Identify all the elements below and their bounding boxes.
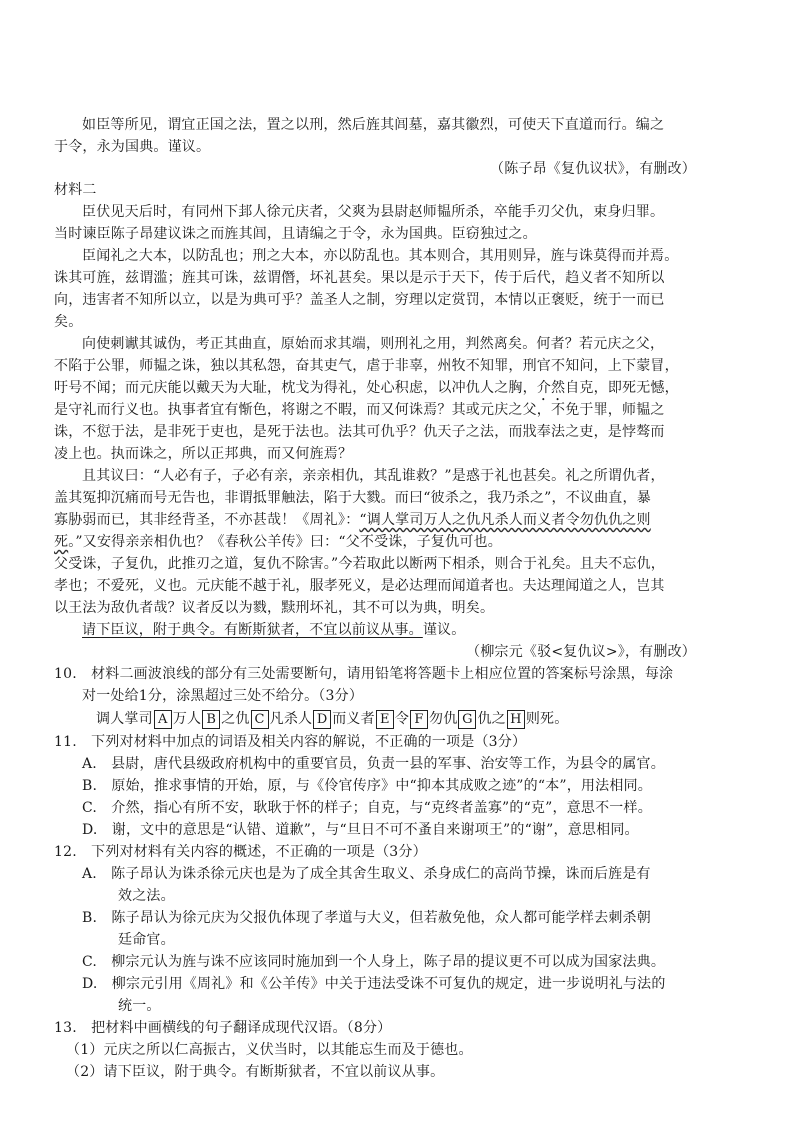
wavy-line-passage: “调人掌司万人之仇凡杀人而义者令勿仇仇之则	[359, 512, 651, 528]
mat2-text: 寡胁弱而已，其非经背圣，不亦甚哉！《周礼》：	[54, 512, 360, 528]
answer-box-B[interactable]: B	[202, 710, 220, 729]
q10-seg: 则死。	[525, 711, 569, 727]
answer-box-F[interactable]: F	[410, 710, 428, 729]
q12-option-d-cont: 统一。	[118, 998, 161, 1014]
mat2-text: 自克，即死无憾，	[565, 380, 679, 396]
answer-box-C[interactable]: C	[251, 710, 269, 729]
q10-stem: 对一处给1分，涂黑超过三处不给分。（3分）	[82, 688, 364, 704]
mat1-line-2: 于令，永为国典。谨议。	[54, 139, 211, 155]
mat2-line: 矣。	[54, 314, 83, 330]
q13-stem: 13. 把材料中画横线的句子翻译成现代汉语。（8分）	[54, 1020, 392, 1036]
mat2-line: 凌上也。执而诛之，所以正邦典，而又何旌焉？	[54, 446, 353, 462]
q11-option-a[interactable]: A. 县尉，唐代县级政府机构中的重要官员，负责一县的军事、治安等工作，为县令的属官。	[82, 756, 665, 772]
q10-sentence	[96, 709, 568, 729]
mat2-source: （柳宗元《驳<复仇议>》，有删改）	[466, 644, 696, 660]
mat2-line	[54, 532, 502, 552]
underlined-sentence: 请下臣议，附于典令。有断斯狱者，不宜以前议从事。	[82, 622, 423, 638]
q10-seg: 之仇	[221, 711, 250, 727]
q12-option-a-cont: 效之法。	[118, 888, 175, 904]
mat2-line: 不陷于公罪，师韫之诛，独以其私怨，奋其吏气，虐于非辜，州牧不知罪，刑官不知问，上下蒙冒，	[54, 358, 679, 374]
q11-option-b[interactable]: B. 原始，推求事情的开始，原，与《伶官传序》中“抑本其成败之迹”的“本”，用法相同。	[82, 778, 652, 794]
mat2-line: 诛，不愆于法，是非死于吏也，是死于法也。法其可仇乎？仇天子之法，而戕奉法之吏，是悖骜而	[54, 424, 665, 440]
mat2-line: 臣伏见天后时，有同州下邽人徐元庆者，父爽为县尉赵师韫所杀，卒能手刃父仇，束身归罪。	[82, 204, 665, 220]
q10-seg: 凡杀人	[269, 711, 313, 727]
q10-stem: 10. 材料二画波浪线的部分有三处需要断句，请用铅笔将答题卡上相应位置的答案标号涂黑，每涂	[54, 666, 674, 682]
mat2-line: 向使刺谳其诚伪，考正其曲直，原始而求其端，则刑礼之用，判然离矣。何者？若元庆之父，	[82, 336, 665, 352]
mat2-text: 吁号不闻；而元庆能以戴天为大耻，枕戈为得礼，处心积虑，以冲仇人之胸，	[54, 380, 537, 396]
mat2-line: 臣闻礼之大本，以防乱也；刑之大本，亦以防乱也。其本则合，其用则异，旌与诛莫得而并焉。	[82, 248, 679, 264]
mat1-line-1: 如臣等所见，谓宜正国之法，置之以刑，然后旌其闾墓，嘉其徽烈，可使天下直道而行。编之	[82, 117, 665, 133]
answer-box-G[interactable]: G	[458, 710, 476, 729]
mat2-line: 当时谏臣陈子昂建议诛之而旌其闾，且请编之于令，永为国典。臣窃独过之。	[54, 226, 537, 242]
mat2-line: 诛其可旌，兹谓滥；旌其可诛，兹谓僭，坏礼甚矣。果以是示于天下，传于后代，趋义者不知所以	[54, 270, 665, 286]
q13-sentence-1: （1）元庆之所以仁高振古，义伏当时，以其能忘生而及于德也。	[66, 1042, 473, 1058]
mat2-line: 且其议曰：“人必有子，子必有亲，亲亲相仇，其乱谁救？”是惑于礼也甚矣。礼之所谓仇者，	[82, 468, 665, 484]
q10-seg: 万人	[172, 711, 202, 727]
q12-option-d[interactable]: D. 柳宗元引用《周礼》和《公羊传》中关于违法受诛不可复仇的规定，进一步说明礼与法的	[82, 976, 666, 992]
mat2-line: 父受诛，子复仇，此推刃之道，复仇不除害。”今若取此以断两下相杀，则合于礼矣。且夫不忘仇，	[54, 556, 665, 572]
q10-seg: 调人掌司	[96, 711, 153, 727]
mat2-line	[54, 510, 651, 530]
mat1-source: （陈子昂《复仇议状》，有删改）	[490, 161, 696, 177]
mat2-line	[82, 620, 465, 640]
answer-box-D[interactable]: D	[313, 710, 331, 729]
q11-option-d[interactable]: D. 谢，文中的意思是“认错、道歉”，与“旦日不可不蚤自来谢项王”的“谢”，意思相同。	[82, 822, 639, 838]
q12-option-b[interactable]: B. 陈子昂认为徐元庆为父报仇体现了孝道与大义，但若赦免他，众人都可能学样去刺杀朝	[82, 910, 651, 926]
answer-box-H[interactable]: H	[507, 710, 525, 729]
q12-option-c[interactable]: C. 柳宗元认为旌与诛不应该同时施加到一个人身上，陈子昂的提议更不可以成为国家法典。	[82, 954, 666, 970]
mat2-line: 是守礼而行义也。执事者宜有惭色，将谢之不暇，而又何诛焉？其或元庆之父，不免于罪，师韫之	[54, 402, 665, 418]
mat2-line: 以王法为敌仇者哉？议者反以为戮，黩刑坏礼，其不可以为典，明矣。	[54, 600, 495, 616]
q12-stem: 12. 下列对材料有关内容的概述，不正确的一项是（3分）	[54, 844, 427, 860]
q11-option-c[interactable]: C. 介然，指心有所不安，耿耿于怀的样子；自克，与“克终者盖寡”的“克”，意思不一样。	[82, 800, 652, 816]
q12-option-b-cont: 廷命官。	[118, 932, 175, 948]
mat2-text: 。”又安得亲亲相仇也？《春秋公羊传》曰：“父不受诛，子复仇可也。	[68, 534, 502, 550]
q10-seg: 勿仇	[429, 711, 458, 727]
answer-box-A[interactable]: A	[154, 710, 172, 729]
mat2-line: 盖其冤抑沉痛而号无告也，非谓抵罪触法，陷于大戮。而曰“彼杀之，我乃杀之”，不议曲直，暴	[54, 490, 651, 506]
answer-box-E[interactable]: E	[376, 710, 394, 729]
q10-seg: 令	[394, 711, 410, 727]
mat2-line: 向，违害者不知所以立，以是为典可乎？盖圣人之制，穷理以定赏罚，本情以正褒贬，统于一而已	[54, 292, 665, 308]
mat2-text: 谨议。	[422, 622, 466, 638]
wavy-line-passage: 死	[54, 534, 69, 550]
q10-seg: 仇之	[477, 711, 506, 727]
q11-stem: 11. 下列对材料中加点的词语及相关内容的解说，不正确的一项是（3分）	[54, 734, 527, 750]
q12-option-a[interactable]: A. 陈子昂认为诛杀徐元庆也是为了成全其舍生取义、杀身成仁的高尚节操，诛而后旌是有	[82, 866, 651, 882]
dotted-word-jieran: 介然	[536, 380, 566, 396]
mat2-heading: 材料二	[54, 182, 97, 198]
mat2-line: 孝也；不爱死，义也。元庆能不越于礼，服孝死义，是必达理而闻道者也。夫达理闻道之人，岂其	[54, 578, 665, 594]
q10-seg: 而义者	[332, 711, 375, 727]
q13-sentence-2: （2）请下臣议，附于典令。有断斯狱者，不宜以前议从事。	[66, 1064, 445, 1080]
